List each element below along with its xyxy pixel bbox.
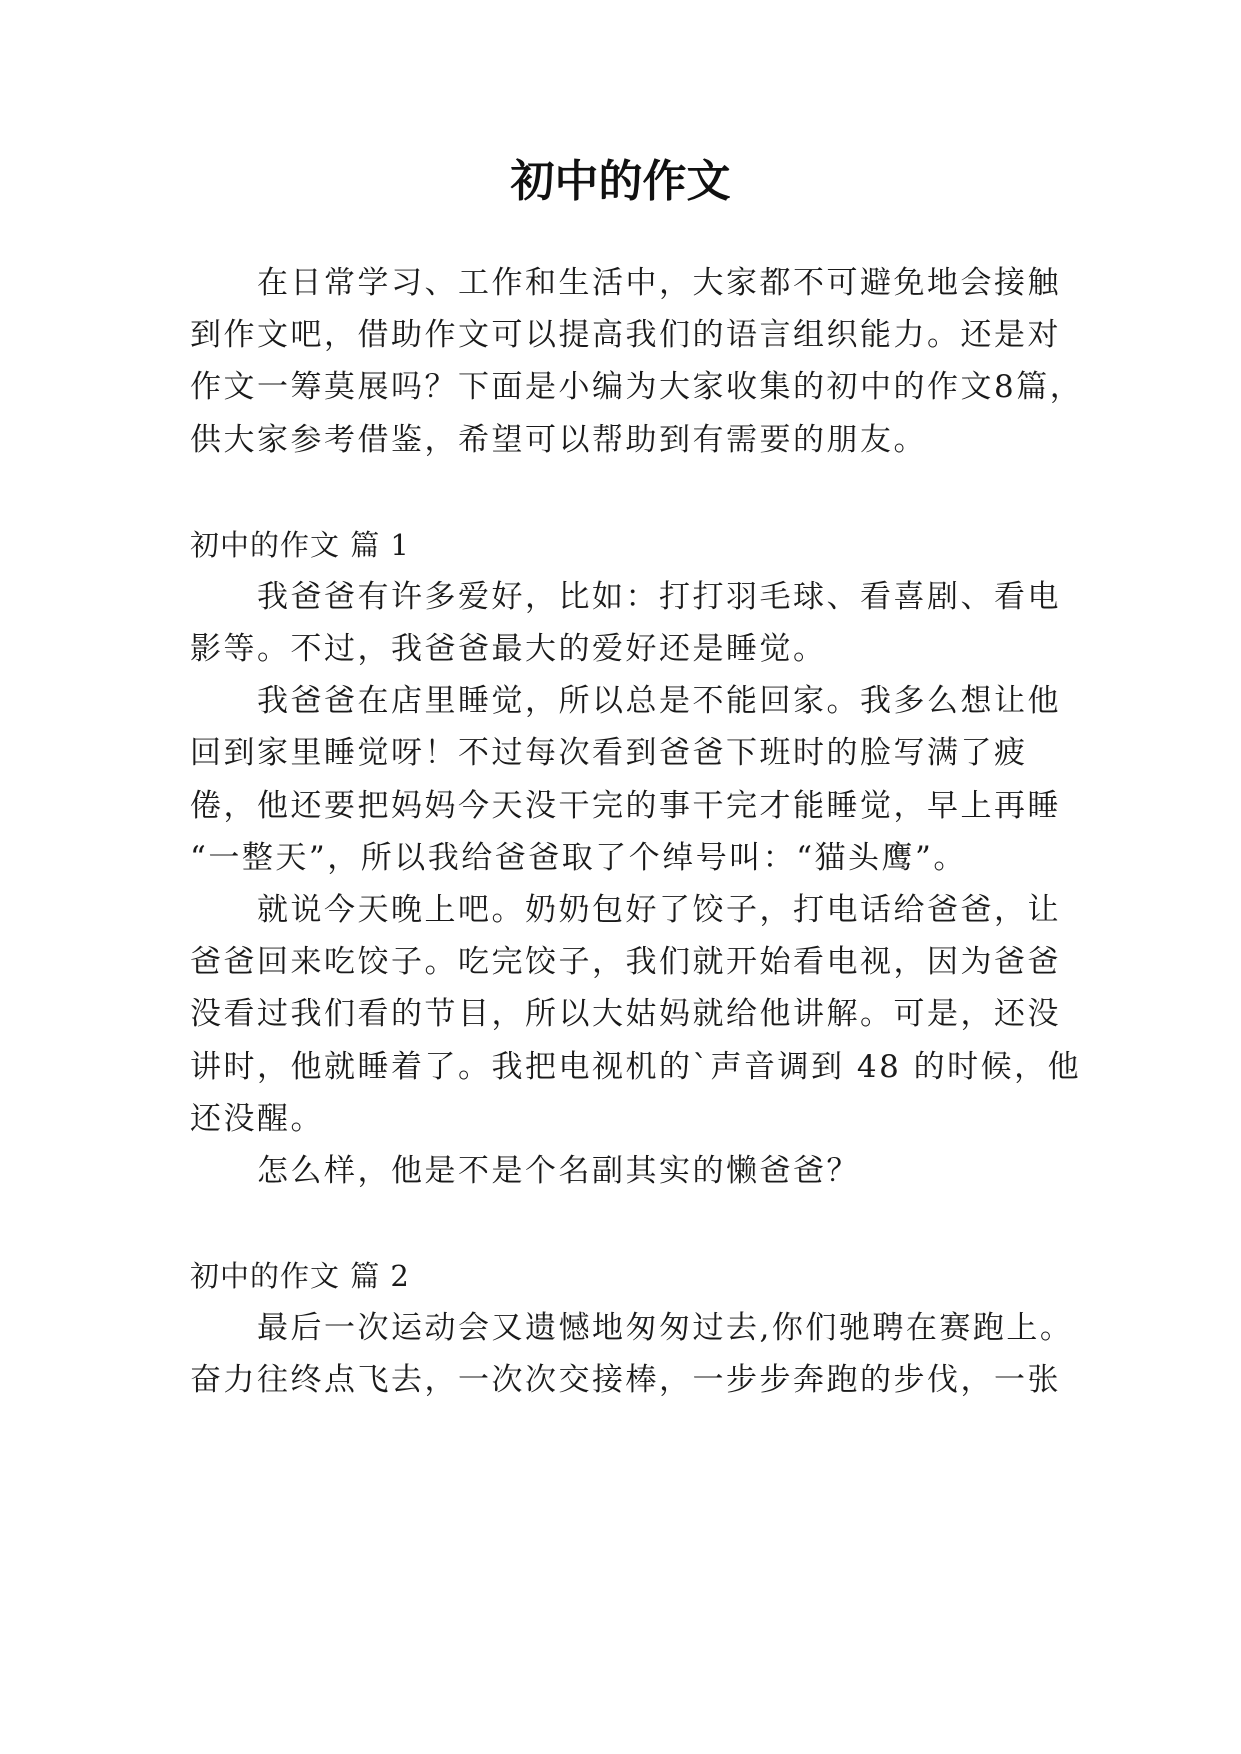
section-heading: 初中的作文 篇 1 (190, 528, 410, 562)
paragraph-line: 我爸爸在店里睡觉，所以总是不能回家。我多么想让他 (257, 683, 1061, 719)
intro-line: 供大家参考借鉴，希望可以帮助到有需要的朋友。 (190, 422, 927, 458)
paragraph-line: 怎么样，他是不是个名副其实的懒爸爸？ (257, 1153, 860, 1189)
paragraph-line: 没看过我们看的节目，所以大姑妈就给他讲解。可是，还没 (190, 996, 1061, 1032)
paragraph-line: 我爸爸有许多爱好，比如：打打羽毛球、看喜剧、看电 (257, 579, 1061, 615)
paragraph-line: 倦，他还要把妈妈今天没干完的事干完才能睡觉，早上再睡 (190, 788, 1061, 824)
intro-line: 到作文吧，借助作文可以提高我们的语言组织能力。还是对 (190, 317, 1061, 353)
paragraph-line: 回到家里睡觉呀！不过每次看到爸爸下班时的脸写满了疲 (190, 735, 1028, 771)
paragraph-line: 就说今天晚上吧。奶奶包好了饺子，打电话给爸爸，让 (257, 892, 1061, 928)
paragraph-line: 影等。不过，我爸爸最大的爱好还是睡觉。 (190, 631, 827, 667)
paragraph-line: 讲时，他就睡着了。我把电视机的`声音调到 48 的时候，他 (190, 1049, 1082, 1085)
section-heading: 初中的作文 篇 2 (190, 1259, 410, 1293)
paragraph-line: 最后一次运动会又遗憾地匆匆过去,你们驰聘在赛跑上。 (257, 1310, 1074, 1346)
paragraph-line: “一整天”，所以我给爸爸取了个绰号叫：“猫头鹰”。 (190, 840, 967, 876)
intro-line: 在日常学习、工作和生活中，大家都不可避免地会接触 (257, 265, 1061, 301)
paragraph-line: 奋力往终点飞去，一次次交接棒，一步步奔跑的步伐，一张 (190, 1362, 1061, 1398)
document-title: 初中的作文 (510, 156, 731, 207)
intro-line: 作文一筹莫展吗？下面是小编为大家收集的初中的作文8篇， (190, 369, 1084, 405)
paragraph-line: 还没醒。 (190, 1101, 324, 1137)
paragraph-line: 爸爸回来吃饺子。吃完饺子，我们就开始看电视，因为爸爸 (190, 944, 1061, 980)
